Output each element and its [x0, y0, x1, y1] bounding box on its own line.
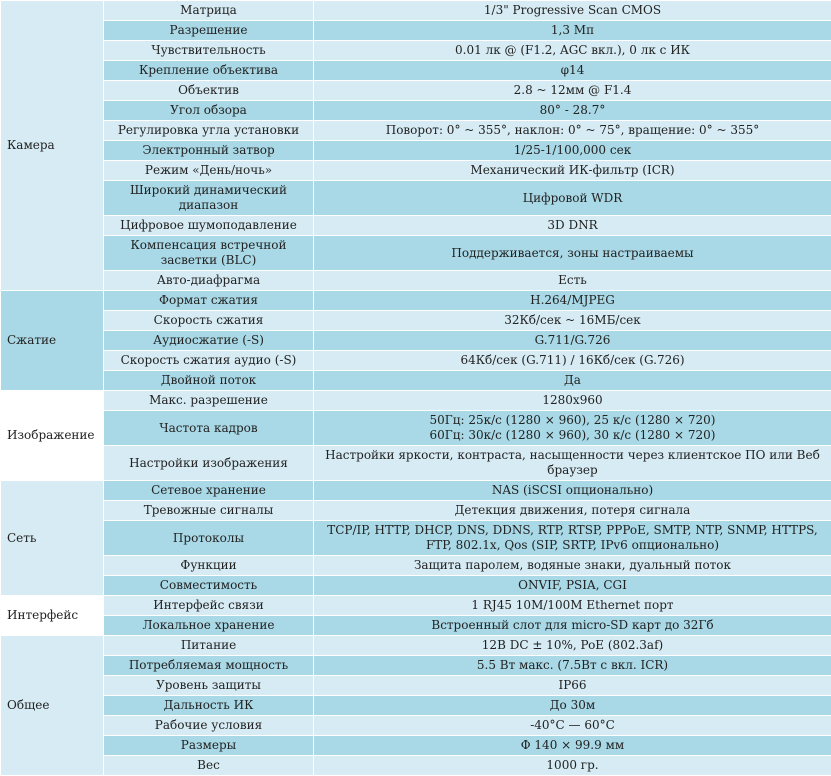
spec-name: Режим «День/ночь» — [104, 161, 314, 181]
spec-name: Двойной поток — [104, 371, 314, 391]
spec-name: Разрешение — [104, 21, 314, 41]
spec-name: Авто-диафрагма — [104, 271, 314, 291]
spec-name: Рабочие условия — [104, 716, 314, 736]
spec-value: 80° - 28.7° — [314, 101, 831, 121]
table-row — [1, 181, 831, 216]
spec-value: φ14 — [314, 61, 831, 81]
group-label: Сжатие — [1, 291, 104, 391]
spec-value: Детекция движения, потеря сигнала — [314, 501, 831, 521]
spec-name: Тревожные сигналы — [104, 501, 314, 521]
spec-value: ONVIF, PSIA, CGI — [314, 576, 831, 596]
spec-value: 1/25-1/100,000 сек — [314, 141, 831, 161]
spec-value: 1/3" Progressive Scan CMOS — [314, 1, 831, 21]
table-row — [1, 521, 831, 556]
table-row — [1, 656, 831, 676]
table-row — [1, 756, 831, 776]
table-row — [1, 736, 831, 756]
table-row — [1, 616, 831, 636]
spec-value: 12В DC ± 10%, PoE (802.3af) — [314, 636, 831, 656]
table-row — [1, 371, 831, 391]
spec-value: H.264/MJPEG — [314, 291, 831, 311]
spec-name: Компенсация встречной засветки (BLC) — [104, 236, 314, 271]
table-row — [1, 271, 831, 291]
spec-value: 32Кб/сек ~ 16МБ/сек — [314, 311, 831, 331]
spec-value: 1280x960 — [314, 391, 831, 411]
spec-name: Вес — [104, 756, 314, 776]
spec-value: До 30м — [314, 696, 831, 716]
table-row — [1, 556, 831, 576]
spec-value: Цифровой WDR — [314, 181, 831, 216]
spec-name: Уровень защиты — [104, 676, 314, 696]
table-row — [1, 696, 831, 716]
table-row — [1, 311, 831, 331]
spec-value: TCP/IP, HTTP, DHCP, DNS, DDNS, RTP, RTSP, PPPoE, SMTP, NTP, SNMP, HTTPS, FTP, 802.1x, Qos (SIP, SRTP, IPv6 опционально) — [314, 521, 831, 556]
spec-name: Протоколы — [104, 521, 314, 556]
spec-value: 1 RJ45 10M/100M Ethernet порт — [314, 596, 831, 616]
spec-value: G.711/G.726 — [314, 331, 831, 351]
table-row — [1, 121, 831, 141]
spec-value: -40°C — 60°C — [314, 716, 831, 736]
table-row — [1, 291, 831, 311]
spec-value: Поддерживается, зоны настраиваемы — [314, 236, 831, 271]
spec-name: Дальность ИК — [104, 696, 314, 716]
spec-name: Чувствительность — [104, 41, 314, 61]
table-row — [1, 501, 831, 521]
spec-name: Размеры — [104, 736, 314, 756]
spec-value: Защита паролем, водяные знаки, дуальный поток — [314, 556, 831, 576]
table-row — [1, 481, 831, 501]
table-row — [1, 716, 831, 736]
spec-value: 2.8 ~ 12мм @ F1.4 — [314, 81, 831, 101]
table-row — [1, 351, 831, 371]
group-label: Изображение — [1, 391, 104, 481]
table-row — [1, 636, 831, 656]
spec-name: Локальное хранение — [104, 616, 314, 636]
spec-name: Совместимость — [104, 576, 314, 596]
table-row — [1, 41, 831, 61]
spec-name: Широкий динамический диапазон — [104, 181, 314, 216]
spec-value: 3D DNR — [314, 216, 831, 236]
spec-table-body — [1, 1, 831, 776]
spec-value: IP66 — [314, 676, 831, 696]
spec-name: Питание — [104, 636, 314, 656]
table-row — [1, 21, 831, 41]
spec-value: 1000 гр. — [314, 756, 831, 776]
spec-name: Скорость сжатия — [104, 311, 314, 331]
table-row — [1, 446, 831, 481]
spec-value: 5.5 Вт макс. (7.5Вт с вкл. ICR) — [314, 656, 831, 676]
spec-name: Угол обзора — [104, 101, 314, 121]
table-row — [1, 81, 831, 101]
spec-name: Макс. разрешение — [104, 391, 314, 411]
table-row — [1, 596, 831, 616]
spec-name: Крепление объектива — [104, 61, 314, 81]
spec-value: Поворот: 0° ~ 355°, наклон: 0° ~ 75°, вращение: 0° ~ 355° — [314, 121, 831, 141]
spec-value: 50Гц: 25к/с (1280 × 960), 25 к/с (1280 × 720) 60Гц: 30к/с (1280 × 960), 30 к/с (1280 × 720) — [314, 411, 831, 446]
group-label: Сеть — [1, 481, 104, 596]
table-row — [1, 331, 831, 351]
spec-name: Аудиосжатие (-S) — [104, 331, 314, 351]
table-row — [1, 236, 831, 271]
table-row — [1, 101, 831, 121]
table-row — [1, 141, 831, 161]
spec-value: 0.01 лк @ (F1.2, AGC вкл.), 0 лк с ИК — [314, 41, 831, 61]
table-row — [1, 216, 831, 236]
table-row — [1, 161, 831, 181]
spec-value: NAS (iSCSI опционально) — [314, 481, 831, 501]
spec-name: Формат сжатия — [104, 291, 314, 311]
table-row — [1, 676, 831, 696]
table-row — [1, 391, 831, 411]
spec-value: Да — [314, 371, 831, 391]
spec-value: 64Кб/сек (G.711) / 16Кб/сек (G.726) — [314, 351, 831, 371]
table-row — [1, 61, 831, 81]
spec-name: Сетевое хранение — [104, 481, 314, 501]
spec-value: Есть — [314, 271, 831, 291]
spec-name: Матрица — [104, 1, 314, 21]
table-row — [1, 411, 831, 446]
spec-value: Механический ИК-фильтр (ICR) — [314, 161, 831, 181]
spec-value: Настройки яркости, контраста, насыщенности через клиентское ПО или Веб браузер — [314, 446, 831, 481]
spec-name: Частота кадров — [104, 411, 314, 446]
spec-name: Регулировка угла установки — [104, 121, 314, 141]
group-label: Общее — [1, 636, 104, 776]
spec-name: Интерфейс связи — [104, 596, 314, 616]
spec-value: Φ 140 × 99.9 мм — [314, 736, 831, 756]
spec-name: Электронный затвор — [104, 141, 314, 161]
spec-name: Цифровое шумоподавление — [104, 216, 314, 236]
spec-value: 1,3 Мп — [314, 21, 831, 41]
spec-name: Функции — [104, 556, 314, 576]
group-label: Камера — [1, 1, 104, 291]
group-label: Интерфейс — [1, 596, 104, 636]
table-row — [1, 576, 831, 596]
table-row — [1, 1, 831, 21]
spec-value: Встроенный слот для micro-SD карт до 32Гб — [314, 616, 831, 636]
spec-name: Объектив — [104, 81, 314, 101]
spec-name: Скорость сжатия аудио (-S) — [104, 351, 314, 371]
spec-name: Настройки изображения — [104, 446, 314, 481]
spec-name: Потребляемая мощность — [104, 656, 314, 676]
